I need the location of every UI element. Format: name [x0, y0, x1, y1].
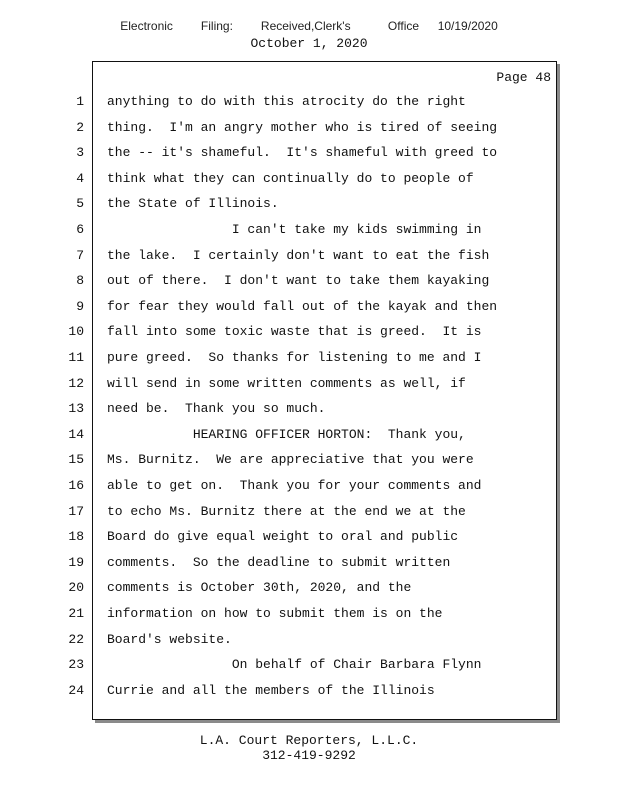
line-text: On behalf of Chair Barbara Flynn — [107, 657, 482, 673]
line-number: 8 — [76, 273, 84, 289]
line-number: 20 — [68, 580, 84, 596]
transcript-line — [0, 529, 618, 554]
line-text: the -- it's shameful. It's shameful with greed to — [107, 145, 498, 161]
line-number: 15 — [68, 452, 84, 468]
transcript-line — [0, 94, 618, 119]
transcript-line — [0, 171, 618, 196]
line-text: need be. Thank you so much. — [107, 401, 326, 417]
line-number: 24 — [68, 682, 84, 698]
line-text: thing. I'm an angry mother who is tired of seeing — [107, 119, 498, 135]
transcript-line — [0, 452, 618, 477]
line-number: 9 — [76, 298, 84, 314]
line-number: 14 — [68, 426, 84, 442]
line-text: Board's website. — [107, 631, 232, 647]
line-text: fall into some toxic waste that is greed. It is — [107, 324, 482, 340]
line-text: I can't take my kids swimming in — [107, 222, 482, 237]
transcript-line — [0, 196, 618, 221]
line-number: 21 — [68, 606, 84, 621]
line-number: 10 — [68, 324, 84, 340]
line-text: Ms. Burnitz. We are appreciative that you were — [107, 452, 474, 468]
line-number: 17 — [68, 503, 84, 519]
transcript-line — [0, 478, 618, 503]
line-text: comments is October 30th, 2020, and the — [107, 580, 412, 596]
line-text: Board do give equal weight to oral and public — [107, 529, 459, 545]
transcript-line — [0, 504, 618, 529]
transcript-line — [0, 376, 618, 401]
line-number: 11 — [68, 350, 84, 365]
line-text: able to get on. Thank you for your comments and — [107, 478, 482, 493]
line-number: 19 — [68, 554, 84, 570]
line-number: 4 — [76, 170, 84, 186]
transcript-line — [0, 324, 618, 349]
transcript-line — [0, 299, 618, 324]
transcript-line — [0, 248, 618, 273]
line-number: 18 — [68, 529, 84, 545]
line-text: to echo Ms. Burnitz there at the end we at the — [107, 503, 466, 519]
line-number: 23 — [68, 657, 84, 673]
transcript-line — [0, 273, 618, 298]
reporter-company: L.A. Court Reporters, L.L.C. — [199, 733, 419, 748]
line-text: the State of Illinois. — [107, 196, 279, 212]
filing-stamp: Electronic Filing: Received,Clerk's Office 10/19/2020 — [120, 19, 498, 33]
line-number: 13 — [68, 401, 84, 417]
transcript-line — [0, 350, 618, 375]
transcript-line — [0, 657, 618, 682]
line-text: pure greed. So thanks for listening to me and I — [107, 350, 482, 365]
line-text: anything to do with this atrocity do the right — [107, 94, 466, 109]
hearing-date: October 1, 2020 — [250, 36, 368, 51]
line-number: 5 — [76, 196, 84, 212]
transcript-line — [0, 632, 618, 657]
line-number: 12 — [68, 375, 84, 391]
transcript-line — [0, 145, 618, 170]
transcript-line — [0, 683, 618, 708]
transcript-line — [0, 427, 618, 452]
line-number: 22 — [68, 631, 84, 647]
page-number: Page 48 — [496, 70, 551, 85]
line-number: 1 — [76, 94, 84, 109]
line-text: out of there. I don't want to take them kayaking — [107, 273, 490, 289]
transcript-line — [0, 606, 618, 631]
transcript-line — [0, 120, 618, 145]
transcript-line — [0, 580, 618, 605]
transcript-line — [0, 401, 618, 426]
line-number: 3 — [76, 145, 84, 161]
line-text: HEARING OFFICER HORTON: Thank you, — [107, 426, 466, 442]
reporter-phone: 312-419-9292 — [262, 748, 356, 763]
line-number: 2 — [76, 119, 84, 135]
line-text: will send in some written comments as well, if — [107, 375, 466, 391]
line-text: the lake. I certainly don't want to eat the fish — [107, 247, 490, 263]
line-number: 6 — [76, 222, 84, 237]
line-text: think what they can continually do to people of — [107, 170, 474, 186]
line-number: 7 — [76, 247, 84, 263]
line-number: 16 — [68, 478, 84, 493]
line-text: comments. So the deadline to submit written — [107, 554, 451, 570]
transcript-line — [0, 222, 618, 247]
line-text: for fear they would fall out of the kayak and then — [107, 298, 498, 314]
line-text: Currie and all the members of the Illinois — [107, 682, 435, 698]
transcript-line — [0, 555, 618, 580]
line-text: information on how to submit them is on the — [107, 606, 443, 621]
